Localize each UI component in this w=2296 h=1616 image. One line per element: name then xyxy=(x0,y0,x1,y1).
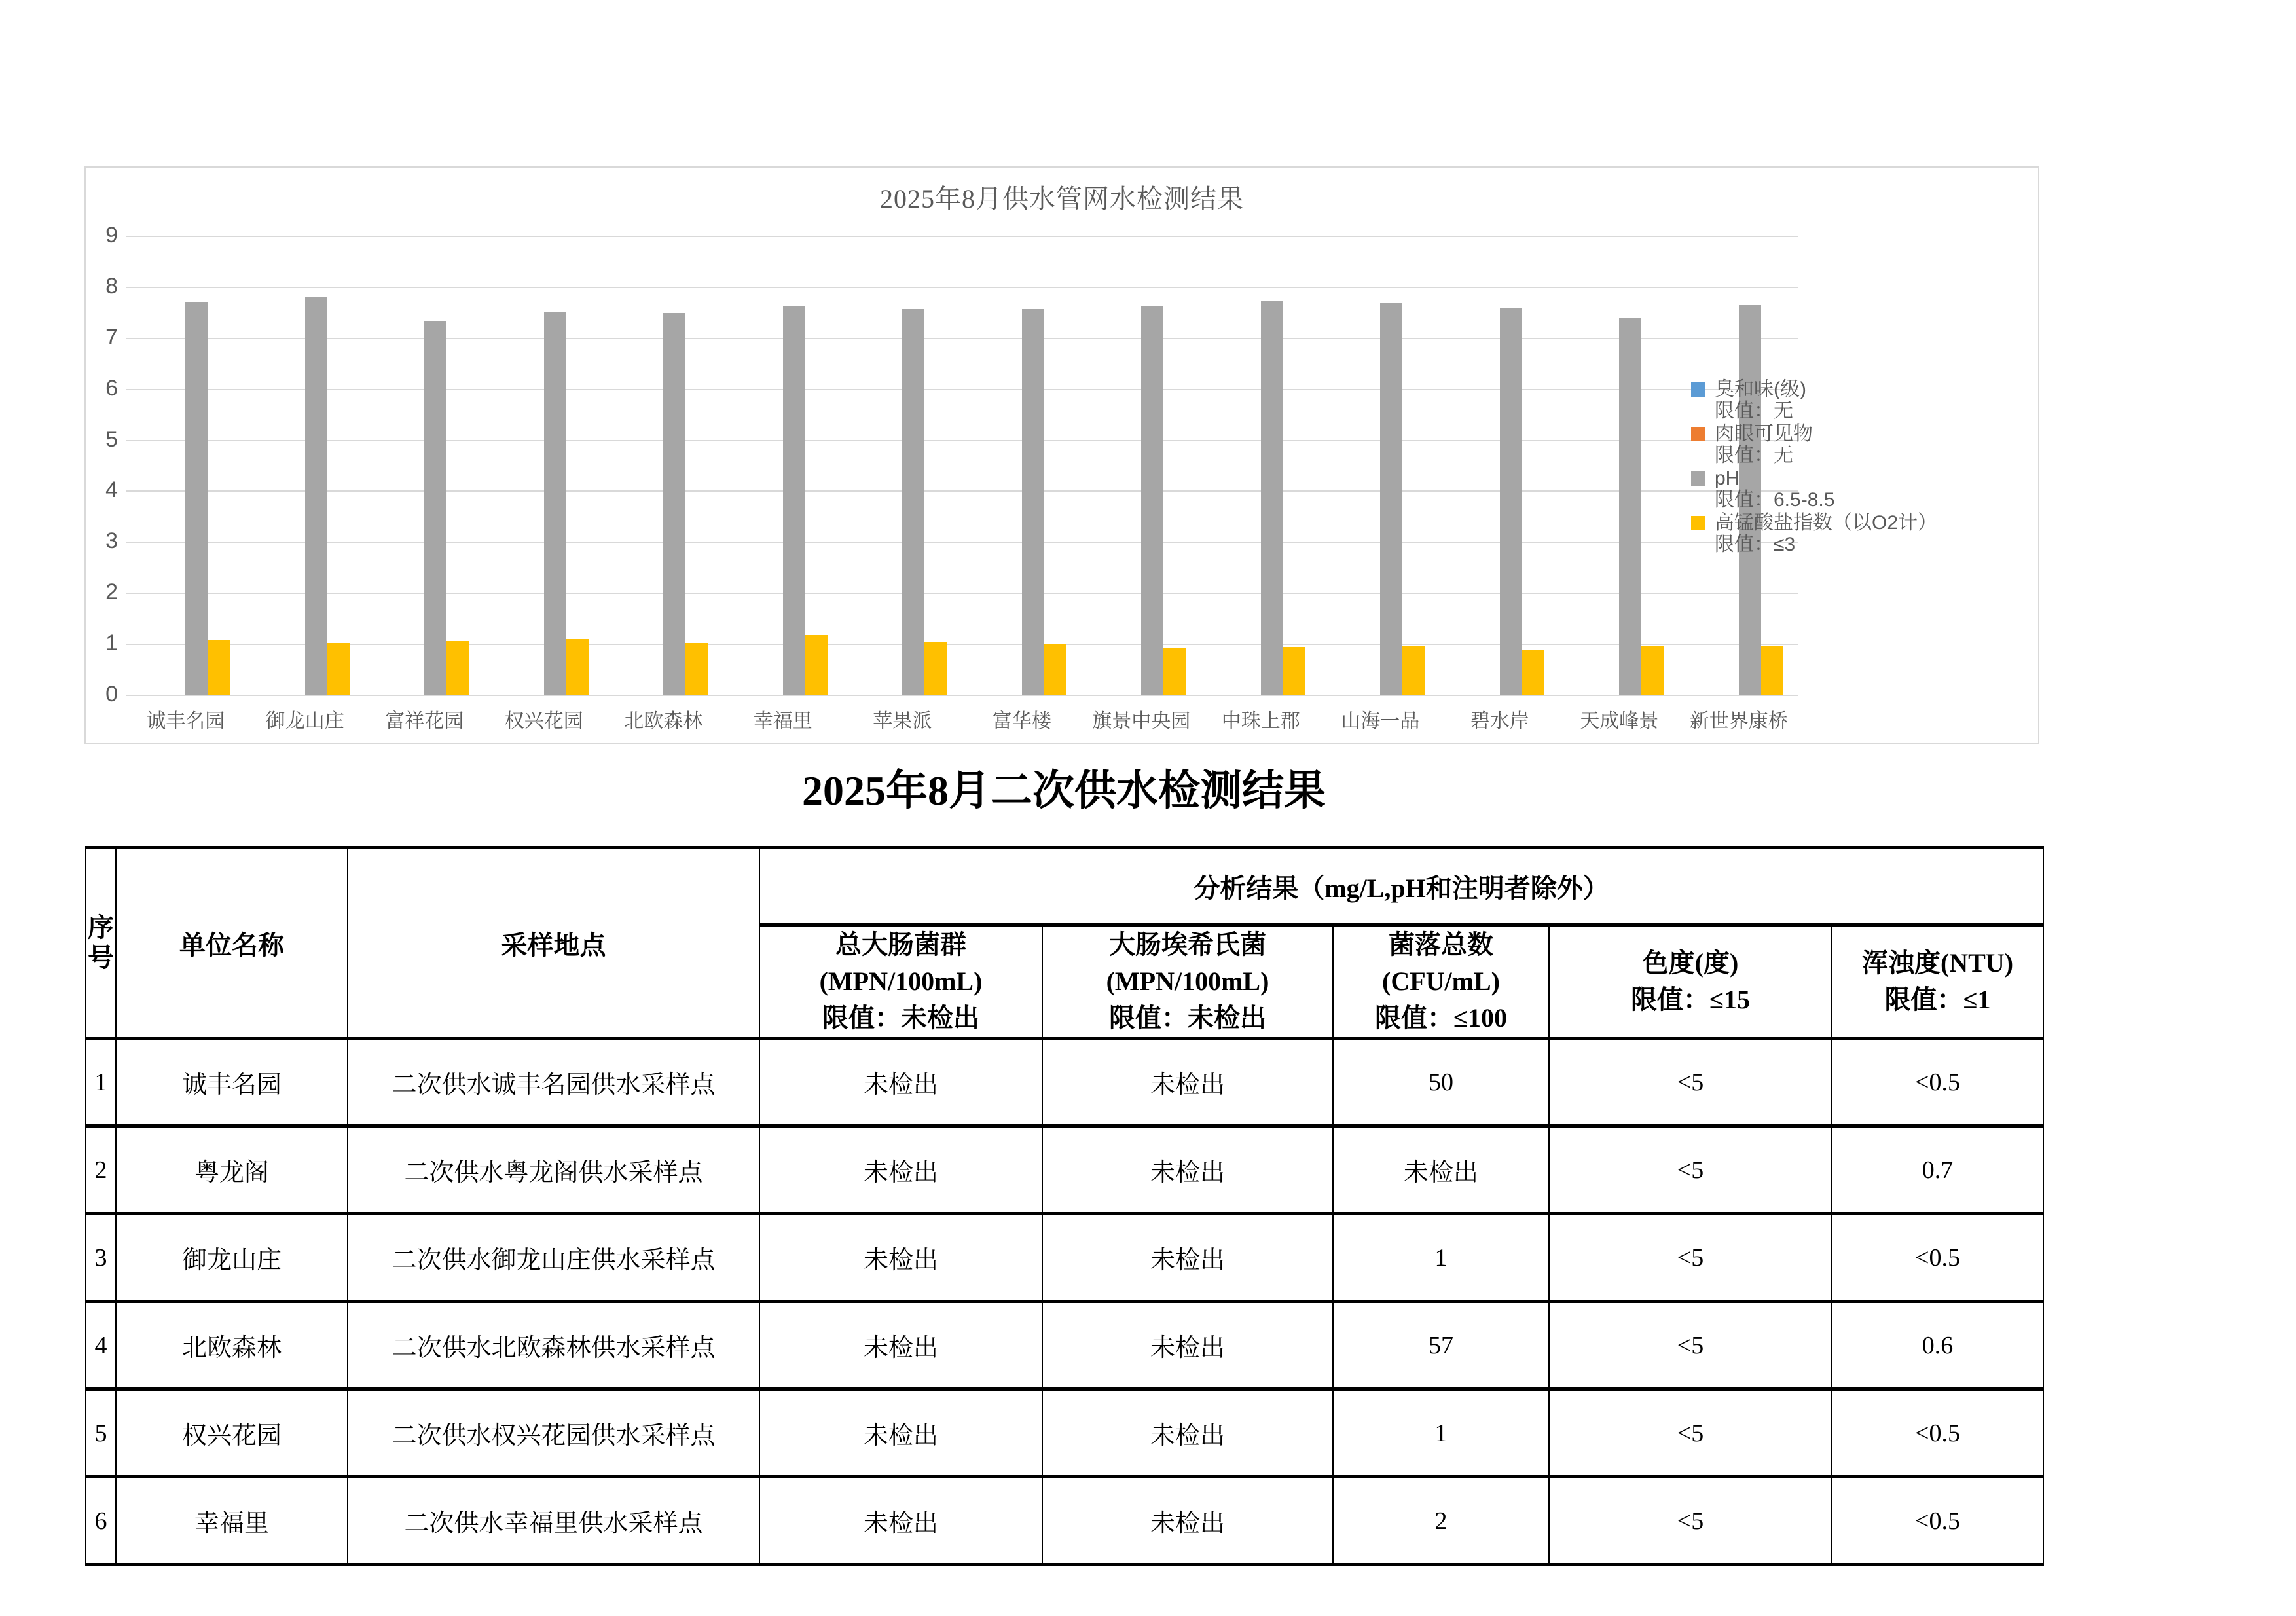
water-quality-chart xyxy=(84,166,2039,744)
cell-seq: 1 xyxy=(86,1038,116,1126)
gridline xyxy=(126,695,1798,696)
x-axis-label: 御龙山庄 xyxy=(265,710,344,732)
legend-swatch-icon xyxy=(1691,471,1705,486)
header-line1: 菌落总数 (CFU/mL) xyxy=(1382,930,1500,996)
legend-entry xyxy=(1691,378,1937,422)
cell-unit: 北欧森林 xyxy=(116,1302,348,1389)
bar-codmn-9 xyxy=(1283,647,1305,695)
cell-result: 未检出 xyxy=(1042,1389,1333,1477)
legend-label: pH 限值：6.5-8.5 xyxy=(1715,468,1835,511)
cell-unit: 幸福里 xyxy=(116,1477,348,1565)
bar-ph-2 xyxy=(424,321,446,695)
bar-ph-9 xyxy=(1261,301,1283,695)
cell-result: 未检出 xyxy=(759,1126,1042,1214)
cell-result: 0.6 xyxy=(1832,1302,2043,1389)
cell-seq: 3 xyxy=(86,1214,116,1302)
cell-result: <5 xyxy=(1549,1126,1832,1214)
cell-unit: 粤龙阁 xyxy=(116,1126,348,1214)
bar-ph-4 xyxy=(663,313,685,695)
cell-result: 未检出 xyxy=(759,1389,1042,1477)
cell-result: <5 xyxy=(1549,1302,1832,1389)
cell-location: 二次供水北欧森林供水采样点 xyxy=(348,1302,759,1389)
cell-location: 二次供水幸福里供水采样点 xyxy=(348,1477,759,1565)
cell-result: 未检出 xyxy=(1042,1214,1333,1302)
legend-entry xyxy=(1691,468,1937,511)
cell-result: 57 xyxy=(1333,1302,1549,1389)
y-axis-label: 6 xyxy=(105,375,118,401)
cell-result: 未检出 xyxy=(1333,1126,1549,1214)
x-axis-label: 中珠上郡 xyxy=(1221,710,1300,732)
x-axis-label: 北欧森林 xyxy=(624,710,703,732)
header-line2: 限值：未检出 xyxy=(822,1003,979,1033)
bar-ph-10 xyxy=(1380,303,1402,695)
bar-codmn-2 xyxy=(446,641,469,695)
header-line1: 大肠埃希氏菌(MPN/100mL) xyxy=(1106,930,1269,996)
bar-ph-11 xyxy=(1500,308,1522,695)
cell-result: 未检出 xyxy=(1042,1126,1333,1214)
y-axis-label: 5 xyxy=(105,426,118,452)
legend-swatch-icon xyxy=(1691,382,1705,397)
bar-codmn-12 xyxy=(1641,646,1664,695)
chart-title: 2025年8月供水管网水检测结果 xyxy=(880,184,1244,213)
legend-swatch-icon xyxy=(1691,516,1705,530)
bar-ph-3 xyxy=(544,312,566,696)
bar-codmn-1 xyxy=(327,643,350,695)
cell-seq: 2 xyxy=(86,1126,116,1214)
cell-result: 1 xyxy=(1333,1214,1549,1302)
cell-result: <0.5 xyxy=(1832,1038,2043,1126)
legend-label: 肉眼可见物 限值：无 xyxy=(1715,423,1813,466)
header-colony-count xyxy=(1333,925,1549,1038)
bar-ph-12 xyxy=(1619,318,1641,695)
header-chromaticity xyxy=(1549,925,1832,1038)
table-row xyxy=(86,1038,2043,1126)
cell-result: <5 xyxy=(1549,1214,1832,1302)
cell-seq: 5 xyxy=(86,1389,116,1477)
header-line1: 色度(度) xyxy=(1642,948,1739,978)
bar-ph-6 xyxy=(902,309,924,695)
x-axis-label: 权兴花园 xyxy=(504,710,583,732)
bar-codmn-0 xyxy=(208,640,230,695)
gridline xyxy=(126,236,1798,237)
gridline xyxy=(126,440,1798,441)
header-turbidity xyxy=(1832,925,2043,1038)
plot-area xyxy=(105,223,1798,732)
y-axis-label: 7 xyxy=(105,324,118,350)
cell-location: 二次供水权兴花园供水采样点 xyxy=(348,1389,759,1477)
gridline xyxy=(126,338,1798,339)
header-line2: 限值：未检出 xyxy=(1109,1003,1266,1033)
header-line1: 浑浊度(NTU) xyxy=(1861,948,2014,978)
cell-unit: 御龙山庄 xyxy=(116,1214,348,1302)
cell-result: <5 xyxy=(1549,1389,1832,1477)
y-axis-label: 8 xyxy=(105,273,118,299)
bar-codmn-7 xyxy=(1044,644,1066,695)
chart-legend xyxy=(1691,378,1937,557)
cell-result: 50 xyxy=(1333,1038,1549,1126)
header-line1: 总大肠菌群(MPN/100mL) xyxy=(819,930,983,996)
bar-ph-0 xyxy=(185,302,208,695)
bar-ph-7 xyxy=(1022,309,1044,695)
cell-result: 2 xyxy=(1333,1477,1549,1565)
results-table xyxy=(85,846,2044,1566)
gridline xyxy=(126,490,1798,492)
bar-codmn-6 xyxy=(924,642,947,695)
table-row xyxy=(86,1389,2043,1477)
x-axis-label: 诚丰名园 xyxy=(146,710,225,732)
x-axis-label: 碧水岸 xyxy=(1470,710,1529,732)
legend-label: 高锰酸盐指数（以O2计） 限值：≤3 xyxy=(1715,512,1938,555)
header-ecoli xyxy=(1042,925,1333,1038)
y-axis-label: 0 xyxy=(105,682,118,707)
cell-result: <5 xyxy=(1549,1477,1832,1565)
x-axis-label: 新世界康桥 xyxy=(1689,710,1788,732)
cell-result: <5 xyxy=(1549,1038,1832,1126)
x-axis-label: 天成峰景 xyxy=(1580,710,1659,732)
cell-result: 未检出 xyxy=(1042,1302,1333,1389)
cell-result: 未检出 xyxy=(759,1477,1042,1565)
bar-codmn-5 xyxy=(805,635,828,695)
bar-codmn-3 xyxy=(566,639,589,695)
gridline xyxy=(126,389,1798,390)
bar-ph-8 xyxy=(1141,306,1163,695)
table-title: 2025年8月二次供水检测结果 xyxy=(802,767,1326,814)
header-line2: 限值：≤15 xyxy=(1631,985,1750,1014)
header-line2: 限值：≤100 xyxy=(1375,1003,1507,1033)
bar-codmn-10 xyxy=(1402,646,1425,695)
x-axis-label: 富祥花园 xyxy=(385,710,464,732)
x-axis-label: 富华楼 xyxy=(992,710,1051,732)
header-analysis: 分析结果（mg/L,pH和注明者除外） xyxy=(759,848,2043,925)
cell-result: 1 xyxy=(1333,1389,1549,1477)
bar-codmn-11 xyxy=(1522,650,1544,695)
header-line2: 限值：≤1 xyxy=(1884,985,1991,1014)
legend-entry xyxy=(1691,512,1937,555)
cell-result: 未检出 xyxy=(759,1302,1042,1389)
bar-codmn-13 xyxy=(1761,646,1783,695)
x-axis-label: 苹果派 xyxy=(873,710,932,732)
cell-location: 二次供水诚丰名园供水采样点 xyxy=(348,1038,759,1126)
legend-swatch-icon xyxy=(1691,427,1705,441)
bar-codmn-4 xyxy=(685,643,708,695)
cell-unit: 权兴花园 xyxy=(116,1389,348,1477)
cell-location: 二次供水御龙山庄供水采样点 xyxy=(348,1214,759,1302)
header-unit: 单位名称 xyxy=(116,848,348,1038)
cell-unit: 诚丰名园 xyxy=(116,1038,348,1126)
table-row xyxy=(86,1126,2043,1214)
table-row xyxy=(86,1477,2043,1565)
x-axis-label: 幸福里 xyxy=(753,710,812,732)
header-location: 采样地点 xyxy=(348,848,759,1038)
bar-ph-5 xyxy=(783,306,805,695)
cell-result: 未检出 xyxy=(1042,1038,1333,1126)
cell-result: <0.5 xyxy=(1832,1477,2043,1565)
cell-location: 二次供水粤龙阁供水采样点 xyxy=(348,1126,759,1214)
cell-seq: 4 xyxy=(86,1302,116,1389)
bar-codmn-8 xyxy=(1163,648,1186,695)
table-row xyxy=(86,1214,2043,1302)
bar-ph-1 xyxy=(305,297,327,695)
legend-label: 臭和味(级) 限值：无 xyxy=(1715,378,1806,422)
legend-entry xyxy=(1691,423,1937,466)
cell-result: <0.5 xyxy=(1832,1214,2043,1302)
header-seq: 序号 xyxy=(86,848,116,1038)
cell-seq: 6 xyxy=(86,1477,116,1565)
cell-result: <0.5 xyxy=(1832,1389,2043,1477)
table-row xyxy=(86,1302,2043,1389)
y-axis-label: 3 xyxy=(105,528,118,554)
x-axis-label: 旗景中央园 xyxy=(1092,710,1191,732)
gridline xyxy=(126,644,1798,645)
x-axis-label: 山海一品 xyxy=(1341,710,1420,732)
cell-result: 0.7 xyxy=(1832,1126,2043,1214)
cell-result: 未检出 xyxy=(759,1038,1042,1126)
y-axis-label: 4 xyxy=(105,477,118,503)
header-total-coliform xyxy=(759,925,1042,1038)
gridline xyxy=(126,542,1798,543)
cell-result: 未检出 xyxy=(1042,1477,1333,1565)
y-axis-label: 2 xyxy=(105,579,118,605)
y-axis-label: 1 xyxy=(105,631,118,656)
cell-result: 未检出 xyxy=(759,1214,1042,1302)
gridline xyxy=(126,593,1798,594)
y-axis-label: 9 xyxy=(105,223,118,248)
gridline xyxy=(126,287,1798,288)
